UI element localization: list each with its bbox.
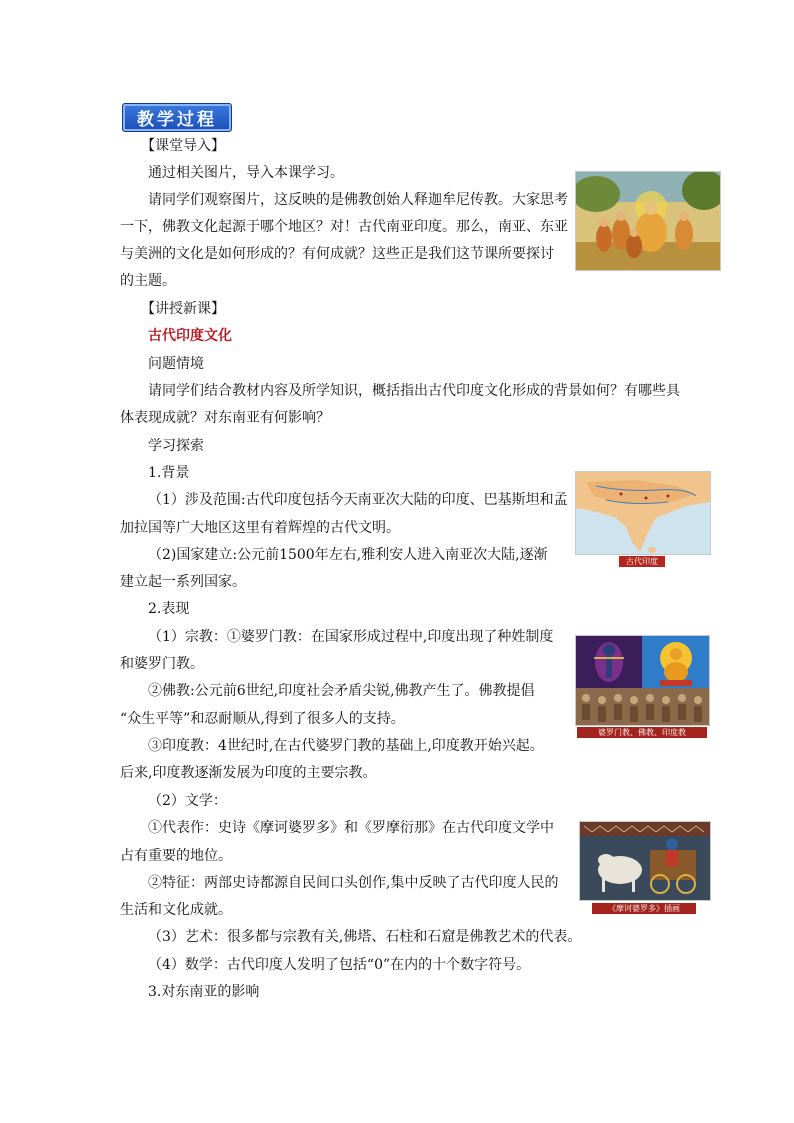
paragraph-line: 通过相关图片，导入本课学习。 <box>148 165 344 181</box>
list-heading: 2.表现 <box>148 601 190 617</box>
figure-caption: 古代印度 <box>619 556 665 567</box>
paragraph-line: 加拉国等广大地区这里有着辉煌的古代文明。 <box>120 520 400 536</box>
religions-collage-image <box>575 635 710 726</box>
list-heading: （2）文学： <box>148 793 227 809</box>
figure-caption: 《摩诃婆罗多》插画 <box>592 903 696 914</box>
paragraph-line: 后来,印度教逐渐发展为印度的主要宗教。 <box>120 765 377 781</box>
paragraph-line: 的主题。 <box>120 273 176 289</box>
ancient-india-map-image <box>575 471 711 555</box>
paragraph-line: （3）艺术：很多都与宗教有关,佛塔、石柱和石窟是佛教艺术的代表。 <box>148 929 582 945</box>
paragraph-line: ①代表作：史诗《摩诃婆罗多》和《罗摩衍那》在古代印度文学中 <box>148 820 554 836</box>
figure-caption: 婆罗门教、佛教、印度教 <box>577 727 707 738</box>
mahabharata-illustration-image <box>579 821 711 901</box>
paragraph-line: （1）宗教：①婆罗门教：在国家形成过程中,印度出现了种姓制度 <box>148 629 554 645</box>
section-heading-new: 【讲授新课】 <box>141 301 225 317</box>
paragraph-line: 体表现成就？对东南亚有何影响？ <box>120 410 330 426</box>
paragraph-line: “众生平等”和忍耐顺从,得到了很多人的支持。 <box>120 711 405 727</box>
paragraph-line: 和婆罗门教。 <box>120 656 204 672</box>
paragraph-line: 建立起一系列国家。 <box>120 574 246 590</box>
list-heading: 1.背景 <box>148 465 190 481</box>
section-badge: 教学过程 <box>122 103 232 132</box>
paragraph-line: 一下，佛教文化起源于哪个地区？对！古代南亚印度。那么，南亚、东亚 <box>120 219 568 235</box>
paragraph-line: ②特征：两部史诗都源自民间口头创作,集中反映了古代印度人民的 <box>148 875 559 891</box>
paragraph-line: （2)国家建立:公元前1500年左右,雅利安人进入南亚次大陆,逐渐 <box>148 547 548 563</box>
paragraph-line: 生活和文化成就。 <box>120 902 232 918</box>
buddha-preaching-image <box>575 171 721 271</box>
paragraph-line: （4）数学：古代印度人发明了包括“0”在内的十个数字符号。 <box>148 957 531 973</box>
paragraph-line: ③印度教：4世纪时,在古代婆罗门教的基础上,印度教开始兴起。 <box>148 738 544 754</box>
paragraph-line: 请同学们结合教材内容及所学知识，概括指出古代印度文化形成的背景如何？有哪些具 <box>148 383 680 399</box>
paragraph-line: 占有重要的地位。 <box>120 848 232 864</box>
subheading: 学习探索 <box>148 438 204 454</box>
subheading: 问题情境 <box>148 356 204 372</box>
paragraph-line: 与美洲的文化是如何形成的？有何成就？这些正是我们这节课所要探讨 <box>120 246 554 262</box>
list-heading: 3.对东南亚的影响 <box>148 984 260 1000</box>
paragraph-line: （1）涉及范围:古代印度包括今天南亚次大陆的印度、巴基斯坦和孟 <box>148 492 568 508</box>
topic-heading: 古代印度文化 <box>148 328 232 344</box>
paragraph-line: 请同学们观察图片，这反映的是佛教创始人释迦牟尼传教。大家思考 <box>148 192 568 208</box>
paragraph-line: ②佛教:公元前6世纪,印度社会矛盾尖锐,佛教产生了。佛教提倡 <box>148 683 535 699</box>
section-heading-intro: 【课堂导入】 <box>141 138 225 154</box>
